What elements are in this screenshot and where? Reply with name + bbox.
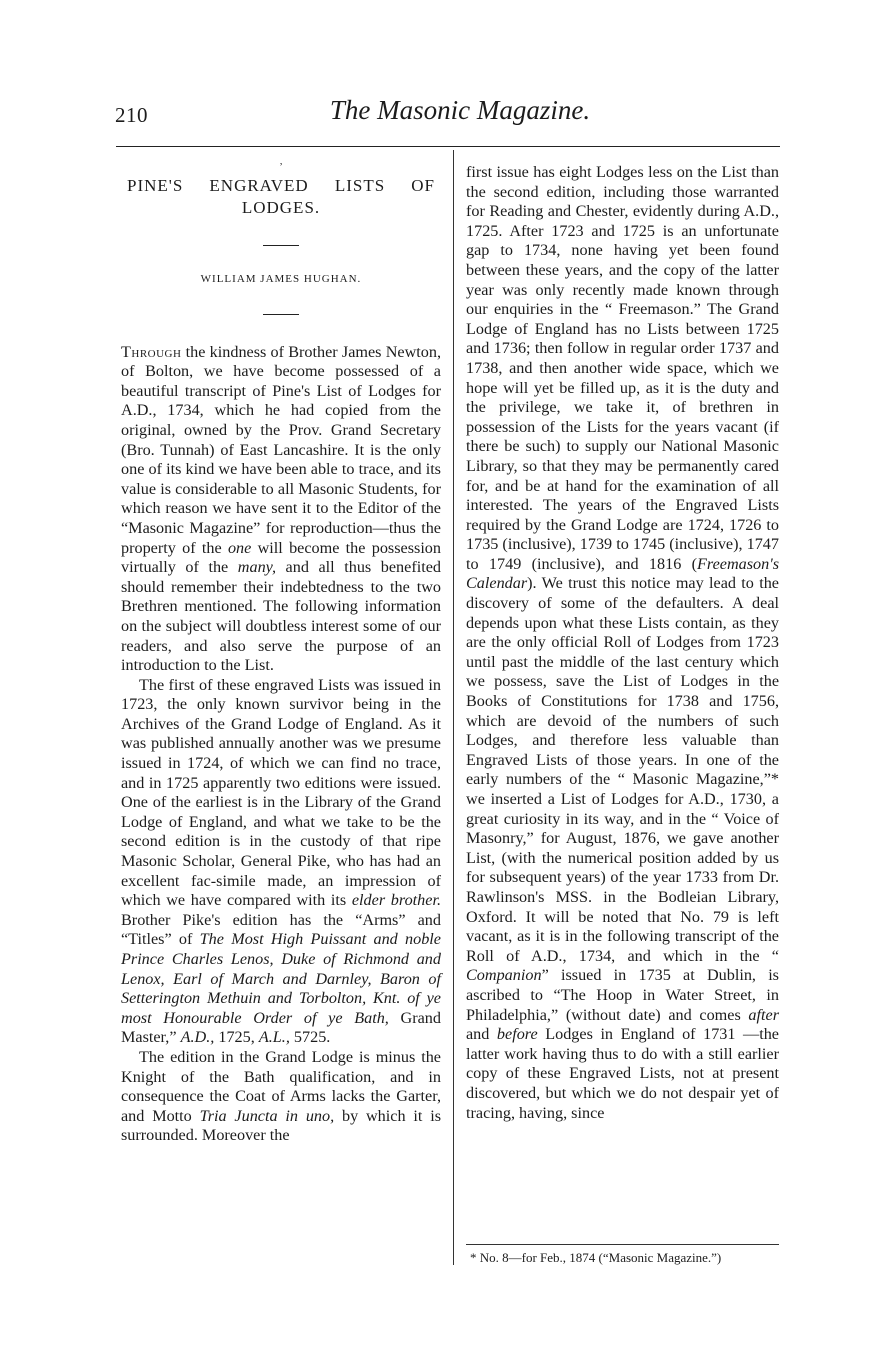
footnote-rule	[466, 1244, 779, 1245]
author-byline: WILLIAM JAMES HUGHAN.	[200, 273, 362, 285]
byline-divider	[263, 314, 299, 315]
dropcap-word: Through	[121, 342, 182, 361]
article-title-line2: LODGES.	[241, 198, 321, 217]
article-title	[121, 175, 441, 219]
left-column	[121, 163, 441, 1146]
paragraph-1: Through the kindness of Brother James Newton, of Bolton, we have become possessed of a beautiful transcript of Pine's List of Lodges for A.D., 1734, which he had copied from the original, owned by the Prov. Grand Secretary (Bro. Tunnah) of East Lancashire. It is the only one of its kind we have been able to trace, and its value is considerable to all Masonic Students, for which reason we have sent it to the Editor of the “Masonic Magazine” for reproduction—thus the property of the one will become the possession virtually of the many, and all thus benefited should remember their indebtedness to the two Brethren mentioned. The following information on the subject will doubtless interest some of our readers, and also serve the purpose of an introduction to the List.	[121, 342, 441, 675]
column-divider	[453, 150, 454, 1265]
running-head: The Masonic Magazine.	[329, 95, 591, 125]
paragraph-continued: first issue has eight Lodges less on the List than the second edition, including those warranted for Reading and Chester, evidently during A.D., 1725. After 1723 and 1725 is an unfortunate gap to 1734, none having yet been found between these years, and the copy of the latter year was only recently made known through our enquiries in the “ Freemason.” The Grand Lodge of England has no Lists between 1725 and 1736; then follow in regular order 1737 and 1738, and then another wide space, which we hope will yet be filled up, as it is the duty and the privilege, we take it, of brethren in possession of the Lists for the years vacant (if there be such) to supply our National Masonic Library, so that they may be permanently cared for, and be at hand for the examination of all interested. The years of the Engraved Lists required by the Grand Lodge are 1724, 1726 to 1735 (inclusive), 1739 to 1745 (inclusive), 1747 to 1749 (inclusive), and 1816 (Freemason's Calendar). We trust this notice may lead to the discovery of some of the defaulters. A deal depends upon what these Lists contain, as they are the only official Roll of Lodges from 1723 until past the middle of the last century which we possess, save the List of Lodges in the Books of Constitutions for 1738 and 1756, which are devoid of the numbers of such Lodges, and therefore less valuable than Engraved Lists of those years. In one of the early numbers of the “ Masonic Magazine,”* we inserted a List of Lodges for A.D., 1730, a great curiosity in its way, and in the “ Voice of Masonry,” for August, 1876, we gave another List, (with the numerical position added by us for subsequent years) of the year 1733 from Dr. Rawlinson's MSS. in the Bodleian Library, Oxford. It will be noted that No. 79 is left vacant, as it is in the following transcript of the Roll of A.D., 1734, and which in the “ Companion” issued in 1735 at Dublin, is ascribed to “The Hoop in Water Street, in Philadelphia,” (without date) and comes after and before Lodges in England of 1731 —the latter work having thus to do with a still earlier copy of these Engraved Lists, not at present discovered, but which we do not despair yet of tracing, having, since	[466, 163, 779, 1122]
ornament-mark: ’	[279, 162, 283, 173]
article-title-line1: PINE'S ENGRAVED LISTS OF	[127, 176, 435, 195]
paragraph-2: The first of these engraved Lists was issued in 1723, the only known survivor being in the Archives of the Grand Lodge of England. As it was published annually another was we presume issued in 1724, of which we can find no trace, and in 1725 apparently two editions were issued. One of the earliest is in the Library of the Grand Lodge of England, and what we take to be the second edition is in the custody of that ripe Masonic Scholar, General Pike, who has had an excellent fac-simile made, an impression of which we have compared with its elder brother. Brother Pike's edition has the “Arms” and “Titles” of The Most High Puissant and noble Prince Charles Lenos, Duke of Richmond and Lenox, Earl of March and Darnley, Baron of Setterington Methuin and Torbolton, Knt. of ye most Honourable Order of ye Bath, Grand Master,” A.D., 1725, A.L., 5725.	[121, 675, 441, 1047]
top-rule	[116, 146, 780, 147]
paragraph-3: The edition in the Grand Lodge is minus the Knight of the Bath qualification, and in consequence the Coat of Arms lacks the Garter, and Motto Tria Juncta in uno, by which it is surrounded. Moreover the	[121, 1047, 441, 1145]
right-column	[466, 163, 779, 1123]
title-divider	[263, 245, 299, 246]
page-number: 210	[115, 103, 148, 127]
footnote: * No. 8—for Feb., 1874 (“Masonic Magazine.”)	[470, 1250, 722, 1265]
